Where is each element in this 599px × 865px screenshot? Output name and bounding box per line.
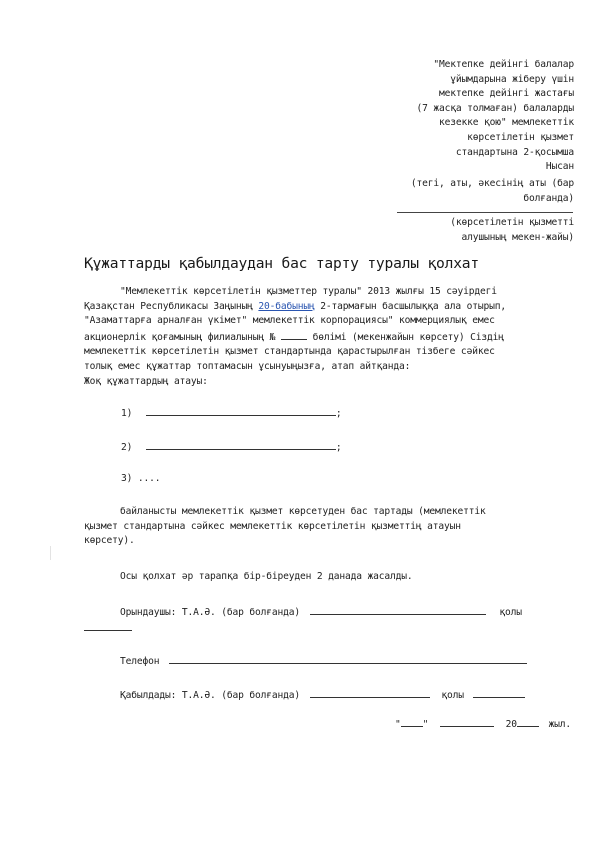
body-line: "Мемлекеттік көрсетілетін қызметтер туралы" 2013 жылғы 15 сәуірдегі [120, 286, 497, 297]
reason-line: қызмет стандартына сәйкес мемлекеттік көрсетілетін қызметтің атауын [84, 520, 461, 532]
annex-line: көрсетілетін қызмет [467, 131, 574, 143]
body-line [84, 300, 572, 315]
receiver-signature-line [473, 687, 525, 698]
form-label: Нысан [545, 161, 574, 173]
body-line [84, 329, 572, 346]
caption-line: алушының мекен-жайы) [461, 231, 574, 243]
day-line [401, 716, 423, 727]
recipient-address-caption [380, 216, 574, 245]
item-blank-line [146, 439, 336, 450]
year-line [517, 716, 539, 727]
executor-sign-label: қолы [499, 607, 522, 618]
annex-line: стандартына 2-қосымша [455, 146, 574, 158]
document-title: Құжаттарды қабылдаудан бас тарту туралы қолхат [84, 255, 479, 272]
body-text: Қазақстан Республикасы Заңының [84, 300, 259, 312]
body-paragraph [84, 285, 572, 389]
month-line [440, 716, 494, 727]
annex-line: ұйымдарына жіберу үшін [450, 73, 574, 85]
item-number: 1) [121, 408, 133, 419]
item-number: 2) [121, 442, 133, 453]
body-text: акционерлік қоғамының филиалының № [84, 331, 276, 343]
item-semicolon: ; [335, 442, 342, 453]
quote-close: " [422, 719, 429, 730]
receiver-sign-label: қолы [441, 690, 464, 701]
receiver-row [120, 687, 525, 704]
law-article-link[interactable]: 20-бабының [258, 300, 315, 312]
missing-item-1 [121, 405, 342, 422]
body-line: толық емес құжаттар топтамасын ұсынуыңызға, атап айтқанда: [84, 360, 411, 372]
missing-item-3: 3) .... [121, 473, 161, 484]
receiver-label: Қабылдады: Т.А.Ә. (бар болғанда) [120, 690, 301, 701]
executor-name-line [310, 604, 486, 615]
reason-line: байланысты мемлекеттік қызмет көрсетуден бас тартады (мемлекеттік [120, 506, 486, 517]
date-row [395, 716, 571, 733]
reason-line: көрсету). [84, 535, 135, 547]
executor-label: Орындаушы: Т.А.Ә. (бар болғанда) [120, 607, 301, 618]
quote-open: " [395, 719, 401, 730]
annex-line: мектепке дейінгі жастағы [438, 88, 574, 100]
department-number-blank [281, 329, 307, 340]
copies-note: Осы қолхат әр тарапқа бір-біреуден 2 данада жасалды. [120, 571, 413, 582]
body-line: "Азаматтарға арналған үкімет" мемлекеттік корпорациясы" коммерциялық емес [84, 315, 495, 327]
executor-signature-line [84, 630, 132, 631]
item-semicolon: ; [335, 408, 342, 419]
caption-line: (тегі, аты, әкесінің аты (бар [410, 178, 574, 189]
phone-line [169, 653, 527, 664]
annex-line: (7 жасқа толмаған) балаларды [416, 102, 574, 114]
body-line: мемлекеттік көрсетілетін қызмет стандартында қарастырылған тізбеге сәйкес [84, 346, 495, 358]
executor-row [120, 604, 522, 621]
annex-line: кезекке қою" мемлекеттік [438, 117, 574, 129]
year-prefix: 20 [505, 719, 517, 730]
body-text: 2-тармағын басшылыққа ала отырып, [314, 300, 506, 312]
annex-header [360, 58, 574, 175]
year-suffix: жыл. [548, 719, 571, 730]
recipient-address-line [397, 212, 573, 213]
missing-item-2 [121, 439, 342, 456]
body-text: бөлімі (мекенжайын көрсету) Сіздің [312, 331, 504, 343]
scan-mark [50, 546, 51, 560]
caption-line: (көрсетілетін қызметті [450, 217, 574, 228]
refusal-paragraph [84, 505, 572, 549]
caption-line: болғанда) [523, 192, 574, 204]
phone-row [120, 653, 527, 670]
phone-label: Телефон [120, 656, 160, 667]
recipient-name-caption [380, 177, 574, 206]
annex-line: "Мектепке дейінгі балалар [433, 59, 574, 70]
receiver-name-line [310, 687, 430, 698]
body-line: Жоқ құжаттардың атауы: [84, 375, 208, 387]
item-blank-line [146, 405, 336, 416]
